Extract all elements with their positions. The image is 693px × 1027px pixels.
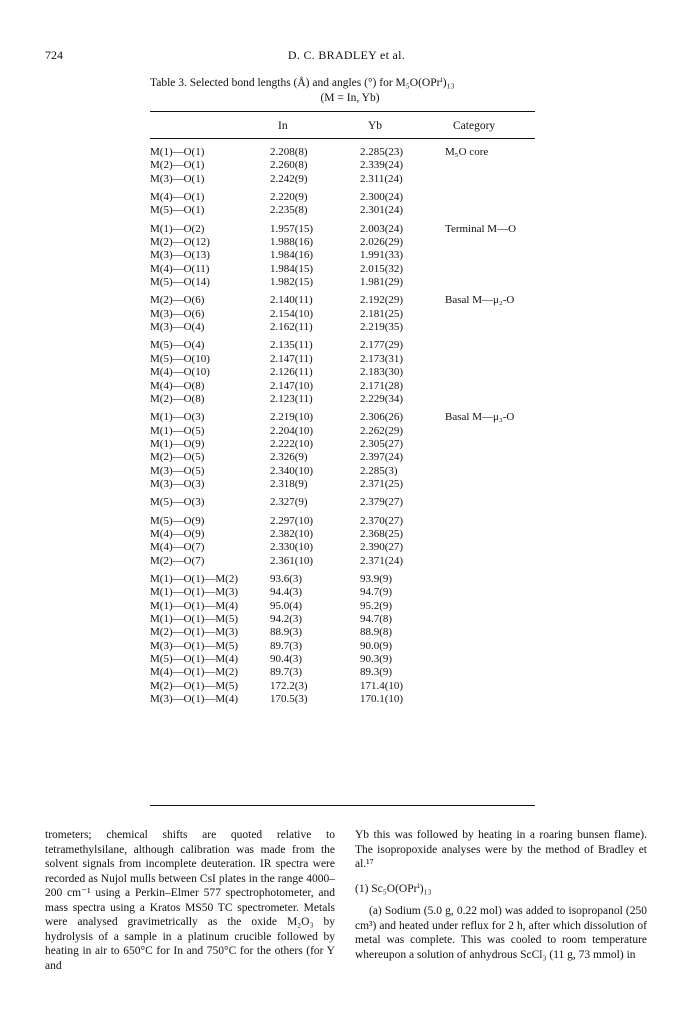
table-caption — [150, 76, 550, 106]
table-row — [150, 600, 535, 613]
table-row — [150, 276, 535, 289]
table-row — [150, 555, 535, 568]
bond-label: M(5)—O(10) — [150, 352, 210, 365]
category-label — [445, 204, 535, 217]
category-label — [445, 308, 535, 321]
table-row — [150, 568, 535, 586]
paragraph: Yb this was followed by heating in a roaring bunsen flame). The isopropoxide analyses were by the method of Bradley et al.¹⁷ — [355, 829, 647, 870]
table-row — [150, 289, 535, 307]
table-row — [150, 438, 535, 451]
yb-value: 2.379(27) — [360, 496, 404, 509]
in-value: 2.219(10) — [270, 411, 314, 424]
category-label — [445, 568, 535, 586]
in-value: 2.147(10) — [270, 379, 314, 392]
table-row — [150, 640, 535, 653]
bond-label: M(2)—O(8) — [150, 392, 205, 405]
category-label — [445, 510, 535, 528]
category-label — [445, 321, 535, 334]
bond-label: M(2)—O(1) — [150, 159, 205, 172]
table-row — [150, 680, 535, 693]
in-value: 2.147(11) — [270, 352, 313, 365]
bond-label: M(1)—O(3) — [150, 411, 205, 424]
in-value: 2.330(10) — [270, 541, 314, 554]
bond-label: M(2)—O(12) — [150, 236, 210, 249]
bond-label: M(3)—O(1) — [150, 172, 205, 185]
table-row — [150, 249, 535, 262]
yb-value: 2.192(29) — [360, 294, 404, 307]
in-value: 2.235(8) — [270, 204, 308, 217]
category-label — [445, 173, 535, 186]
in-value: 2.382(10) — [270, 527, 314, 540]
in-value: 2.260(8) — [270, 159, 308, 172]
category-label — [445, 586, 535, 599]
in-value: 2.135(11) — [270, 339, 313, 352]
category-label — [445, 666, 535, 679]
bond-label: M(1)—O(2) — [150, 222, 205, 235]
paragraph: trometers; chemical shifts are quoted relative to tetramethylsilane, although calibration was made from the solvent signals from incomplete deuteration. IR spectra were recorded as Nujol mulls between CsI plates in the range 4000–200 cm⁻¹ using a Perkin–Elmer 577 spectrophotometer, and mass spectra using a Kratos MS50 TC spectrometer. Metals were analysed gravimetrically as the oxide M₂O₃ by hydrolysis of a sample in a platinum crucible followed by heating in air to 650°C for In and 750°C for the others (for Y and — [45, 829, 335, 972]
table-row — [150, 666, 535, 679]
table-bottom-rule — [150, 805, 535, 806]
table-row — [150, 236, 535, 249]
table-header-rule — [150, 138, 535, 139]
in-value: 2.361(10) — [270, 554, 314, 567]
yb-value: 171.4(10) — [360, 679, 404, 692]
left-column-text — [45, 828, 335, 973]
in-value: 2.327(9) — [270, 496, 308, 509]
page-header — [0, 48, 693, 64]
table-row — [150, 510, 535, 528]
table-row — [150, 159, 535, 172]
in-value: 1.957(15) — [270, 222, 314, 235]
in-value: 2.326(9) — [270, 451, 308, 464]
yb-value: 1.981(29) — [360, 276, 404, 289]
category-label — [445, 491, 535, 509]
bond-label: M(2)—O(1)—M(5) — [150, 679, 238, 692]
table-row — [150, 693, 535, 706]
bond-label: M(3)—O(5) — [150, 464, 205, 477]
in-value: 1.982(15) — [270, 276, 314, 289]
yb-value: 2.339(24) — [360, 159, 404, 172]
table-row — [150, 393, 535, 406]
bond-table — [150, 146, 535, 706]
category-label — [445, 263, 535, 276]
table-caption-title: Table 3. Selected bond lengths (Å) and angles (°) for M₅O(OPrⁱ)₁₃ — [150, 77, 455, 89]
yb-value: 2.003(24) — [360, 222, 404, 235]
table-caption-subtitle: (M = In, Yb) — [320, 92, 380, 104]
in-value: 95.0(4) — [270, 599, 303, 612]
category-label — [445, 478, 535, 491]
in-value: 94.2(3) — [270, 613, 303, 625]
in-value: 2.154(10) — [270, 307, 314, 320]
in-value: 2.140(11) — [270, 294, 313, 307]
yb-value: 2.371(25) — [360, 477, 404, 490]
paragraph: (a) Sodium (5.0 g, 0.22 mol) was added to isopropanol (250 cm³) and heated under reflux for 2 h, after which dissolution of metal was complete. This was cooled to room temperature whereupon a solution of anhydrous ScCl₃ (11 g, 73 mmol) in — [355, 905, 647, 961]
yb-value: 2.285(23) — [360, 146, 404, 158]
in-value: 1.984(16) — [270, 249, 314, 262]
yb-value: 2.183(30) — [360, 366, 404, 379]
in-value: 2.340(10) — [270, 464, 314, 477]
yb-value: 90.3(9) — [360, 653, 393, 666]
bond-label: M(3)—O(3) — [150, 477, 205, 490]
table-row — [150, 653, 535, 666]
yb-value: 2.285(3) — [360, 464, 398, 477]
bond-label: M(5)—O(1)—M(4) — [150, 653, 238, 666]
bond-label: M(4)—O(1) — [150, 191, 205, 204]
yb-value: 170.1(10) — [360, 693, 404, 706]
yb-value: 2.371(24) — [360, 554, 404, 567]
bond-label: M(1)—O(5) — [150, 424, 205, 437]
category-label: M₅O core — [445, 146, 489, 158]
table-row — [150, 204, 535, 217]
category-label — [445, 528, 535, 541]
bond-label: M(5)—O(9) — [150, 514, 205, 527]
bond-label: M(4)—O(10) — [150, 366, 210, 379]
yb-value: 2.370(27) — [360, 514, 404, 527]
yb-value: 2.300(24) — [360, 191, 404, 204]
in-value: 2.126(11) — [270, 366, 313, 379]
table-row — [150, 613, 535, 626]
category-label — [445, 249, 535, 262]
category-label — [445, 366, 535, 379]
category-label — [445, 653, 535, 666]
category-label — [445, 600, 535, 613]
in-value: 2.162(11) — [270, 321, 313, 334]
category-label — [445, 425, 535, 438]
bond-label: M(5)—O(3) — [150, 496, 205, 509]
bond-label: M(2)—O(6) — [150, 294, 205, 307]
in-value: 2.208(8) — [270, 146, 308, 158]
bond-label: M(5)—O(1) — [150, 204, 205, 217]
yb-value: 2.026(29) — [360, 236, 404, 249]
in-value: 2.204(10) — [270, 424, 314, 437]
in-value: 1.984(15) — [270, 262, 314, 275]
yb-value: 2.311(24) — [360, 172, 403, 185]
yb-value: 2.219(35) — [360, 321, 404, 334]
table-row — [150, 218, 535, 236]
category-label — [445, 159, 535, 172]
yb-value: 95.2(9) — [360, 599, 393, 612]
in-value: 89.7(3) — [270, 666, 303, 679]
table-row — [150, 465, 535, 478]
table-row — [150, 366, 535, 379]
table-row — [150, 146, 535, 159]
yb-value: 2.397(24) — [360, 451, 404, 464]
yb-value: 2.181(25) — [360, 307, 404, 320]
category-label — [445, 276, 535, 289]
category-label — [445, 353, 535, 366]
in-value: 93.6(3) — [270, 572, 303, 585]
bond-label: M(5)—O(14) — [150, 276, 210, 289]
column-header-yb: Yb — [368, 120, 383, 132]
bond-label: M(4)—O(7) — [150, 541, 205, 554]
bond-label: M(3)—O(1)—M(4) — [150, 693, 238, 706]
table-row — [150, 478, 535, 491]
table-row — [150, 406, 535, 424]
bond-label: M(4)—O(9) — [150, 527, 205, 540]
table-row — [150, 541, 535, 554]
right-column-text — [355, 828, 647, 962]
category-label — [445, 640, 535, 653]
bond-label: M(3)—O(13) — [150, 249, 210, 262]
yb-value: 2.306(26) — [360, 411, 404, 424]
yb-value: 94.7(9) — [360, 586, 393, 599]
yb-value: 2.015(32) — [360, 262, 404, 275]
bond-label: M(1)—O(1) — [150, 146, 205, 158]
category-label — [445, 613, 535, 626]
in-value: 170.5(3) — [270, 693, 308, 706]
bond-label: M(4)—O(1)—M(2) — [150, 666, 238, 679]
bond-label: M(3)—O(4) — [150, 321, 205, 334]
table-row — [150, 491, 535, 509]
column-header-in: In — [278, 120, 288, 132]
in-value: 2.242(9) — [270, 172, 308, 185]
category-label — [445, 380, 535, 393]
bond-label: M(2)—O(1)—M(3) — [150, 626, 238, 639]
bond-label: M(3)—O(1)—M(5) — [150, 639, 238, 652]
category-label — [445, 680, 535, 693]
in-value: 2.220(9) — [270, 191, 308, 204]
category-label — [445, 693, 535, 706]
in-value: 88.9(3) — [270, 626, 303, 639]
category-label — [445, 451, 535, 464]
bond-label: M(3)—O(6) — [150, 307, 205, 320]
page-number: 724 — [45, 48, 63, 62]
table-row — [150, 308, 535, 321]
table-row — [150, 173, 535, 186]
bond-label: M(2)—O(5) — [150, 451, 205, 464]
table-row — [150, 528, 535, 541]
column-header-category: Category — [453, 120, 496, 132]
table-row — [150, 451, 535, 464]
bond-label: M(1)—O(1)—M(3) — [150, 586, 238, 599]
category-label — [445, 555, 535, 568]
table-row — [150, 586, 535, 599]
bond-label: M(1)—O(9) — [150, 437, 205, 450]
yb-value: 2.390(27) — [360, 541, 404, 554]
yb-value: 2.301(24) — [360, 204, 404, 217]
category-label — [445, 236, 535, 249]
yb-value: 90.0(9) — [360, 639, 393, 652]
in-value: 172.2(3) — [270, 679, 308, 692]
bond-label: M(2)—O(7) — [150, 554, 205, 567]
bond-label: M(1)—O(1)—M(5) — [150, 613, 238, 625]
category-label: Basal M—μ₃-O — [445, 411, 515, 424]
in-value: 1.988(16) — [270, 236, 314, 249]
yb-value: 2.177(29) — [360, 339, 404, 352]
category-label: Basal M—μ₂-O — [445, 294, 515, 307]
table-row — [150, 353, 535, 366]
bond-label: M(4)—O(8) — [150, 379, 205, 392]
section-heading: (1) Sc₅O(OPrⁱ)₁₃ — [355, 882, 432, 895]
in-value: 94.4(3) — [270, 586, 303, 599]
bond-label: M(1)—O(1)—M(2) — [150, 572, 238, 585]
running-head: D. C. BRADLEY et al. — [287, 48, 406, 62]
yb-value: 2.171(28) — [360, 379, 404, 392]
yb-value: 2.173(31) — [360, 352, 404, 365]
table-row — [150, 186, 535, 204]
bond-label: M(5)—O(4) — [150, 339, 205, 352]
yb-value: 89.3(9) — [360, 666, 393, 679]
yb-value: 2.262(29) — [360, 424, 404, 437]
category-label — [445, 393, 535, 406]
table-row — [150, 321, 535, 334]
in-value: 2.123(11) — [270, 392, 313, 405]
yb-value: 93.9(9) — [360, 572, 393, 585]
in-value: 2.297(10) — [270, 514, 314, 527]
yb-value: 2.368(25) — [360, 527, 404, 540]
category-label — [445, 186, 535, 204]
table-row — [150, 334, 535, 352]
in-value: 2.318(9) — [270, 477, 308, 490]
table-row — [150, 263, 535, 276]
bond-label: M(1)—O(1)—M(4) — [150, 599, 238, 612]
table-row — [150, 380, 535, 393]
category-label — [445, 541, 535, 554]
table-row — [150, 626, 535, 639]
yb-value: 94.7(8) — [360, 613, 393, 625]
category-label — [445, 465, 535, 478]
yb-value: 2.305(27) — [360, 437, 404, 450]
yb-value: 88.9(8) — [360, 626, 393, 639]
category-label — [445, 334, 535, 352]
in-value: 90.4(3) — [270, 653, 303, 666]
category-label — [445, 438, 535, 451]
yb-value: 1.991(33) — [360, 249, 404, 262]
table-top-rule — [150, 111, 535, 112]
in-value: 89.7(3) — [270, 639, 303, 652]
category-label: Terminal M—O — [445, 222, 517, 235]
in-value: 2.222(10) — [270, 437, 314, 450]
table-row — [150, 425, 535, 438]
category-label — [445, 626, 535, 639]
yb-value: 2.229(34) — [360, 392, 404, 405]
bond-label: M(4)—O(11) — [150, 262, 210, 275]
